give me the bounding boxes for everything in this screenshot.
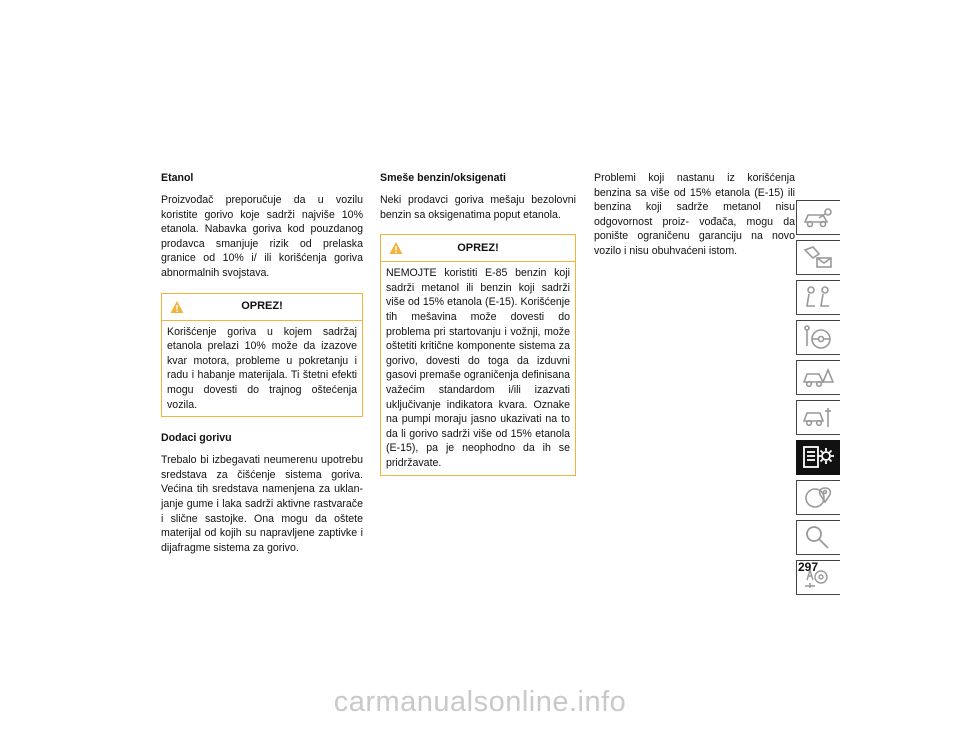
- middle-column: [380, 171, 576, 490]
- warning-box-ethanol: [161, 293, 363, 418]
- ethanol-paragraph: Proizvođač preporučuje da u vozilu koristite gorivo koje sadrži najviše 10% etanola. Nabavka goriva kod pouzdanog prodavca smanjuje rizik od prelaska granice od 10% i/ ili korišćenja goriva abnormalnih svojstava.: [161, 194, 363, 279]
- blends-heading: Smeše benzin/oksigenati: [380, 172, 506, 184]
- blends-paragraph: Neki prodavci goriva mešaju bezolovni benzin sa oksigenatima poput etanola.: [380, 194, 576, 221]
- warning-title: OPREZ!: [241, 300, 283, 313]
- checklist-gear-icon: [801, 444, 835, 471]
- steering-wheel-icon: [801, 324, 835, 351]
- magnifier-icon: [801, 524, 835, 551]
- tab-getting-to-know[interactable]: [796, 240, 840, 275]
- left-column: [161, 171, 363, 567]
- ethanol-heading: Etanol: [161, 172, 194, 184]
- tab-starting[interactable]: [796, 320, 840, 355]
- chapter-tabs: [796, 200, 840, 600]
- warning-header: [162, 294, 362, 321]
- car-service-icon: [801, 404, 835, 431]
- tab-emergency[interactable]: [796, 360, 840, 395]
- warning-triangle-icon: [389, 241, 403, 255]
- warning-triangle-icon: [170, 300, 184, 314]
- warning-title: OPREZ!: [457, 241, 499, 254]
- tab-servicing[interactable]: [796, 400, 840, 435]
- warning-text: NEMOJTE koristiti E-85 benzin koji sadrži metanol ili benzin koji sadrži više od 15% etanola (E-15). Korišćenje tih mešavina može dovesti do problema pri startovanju i vožnji, može oštetiti kritične komponente sistema za gorivo, dovesti do toga da izduvni gasovi premaše ograničenja definisana važećim standardom i/ili izazvati uključivanje indikatora kvara. Oznake na pumpi moraju jasno ukazivati na to da li gorivo sadrži više od 15% etanola (E-15), pa je neophodno da ih se pridržavate.: [386, 267, 570, 469]
- warning-header: [381, 235, 575, 262]
- tab-technical-specifications[interactable]: [796, 440, 840, 475]
- tab-safety[interactable]: [796, 280, 840, 315]
- tab-multimedia[interactable]: [796, 480, 840, 515]
- warranty-paragraph: Problemi koji nastanu iz korišćenja benzina sa više od 15% etanola (E-15) ili benzina koji sadrže metanol nisu odgovornost proiz- vođača, mogu da ponište ograničenu garanciju na novo vozilo i nisu obuhvaćeni istom.: [594, 172, 795, 257]
- map-pin-icon: [801, 484, 835, 511]
- tab-vehicle-overview[interactable]: [796, 200, 840, 235]
- tab-index[interactable]: [796, 520, 840, 555]
- right-column: [594, 171, 795, 271]
- page-number: 297: [798, 560, 819, 574]
- warning-box-e85: [380, 234, 576, 475]
- watermark: carmanualsonline.info: [333, 686, 627, 718]
- additives-heading: Dodaci gorivu: [161, 432, 232, 445]
- warning-text: Korišćenje goriva u kojem sadržaj etanola prelazi 10% može da izazove kvar motora, probleme u pokretanju i radu i habanje materijala. Ti štetni efekti mogu dovesti do trajnog oštećenja vozila.: [167, 325, 357, 411]
- roadside-warning-icon: [801, 364, 835, 391]
- vehicle-key-icon: [801, 204, 835, 231]
- envelope-vehicle-icon: [801, 244, 835, 271]
- additives-paragraph: Trebalo bi izbegavati neumerenu upotrebu sredstava za čišćenje sistema goriva. Većina tih sredstava namenjena za uklan- janje gume i laka sadrži aktivne rastvarače i slične sastojke. Ona mogu da oštete materijal od kojih su napravljene zaptivke i dijafragme sistema za gorivo.: [161, 454, 363, 554]
- seat-safety-icon: [801, 284, 835, 311]
